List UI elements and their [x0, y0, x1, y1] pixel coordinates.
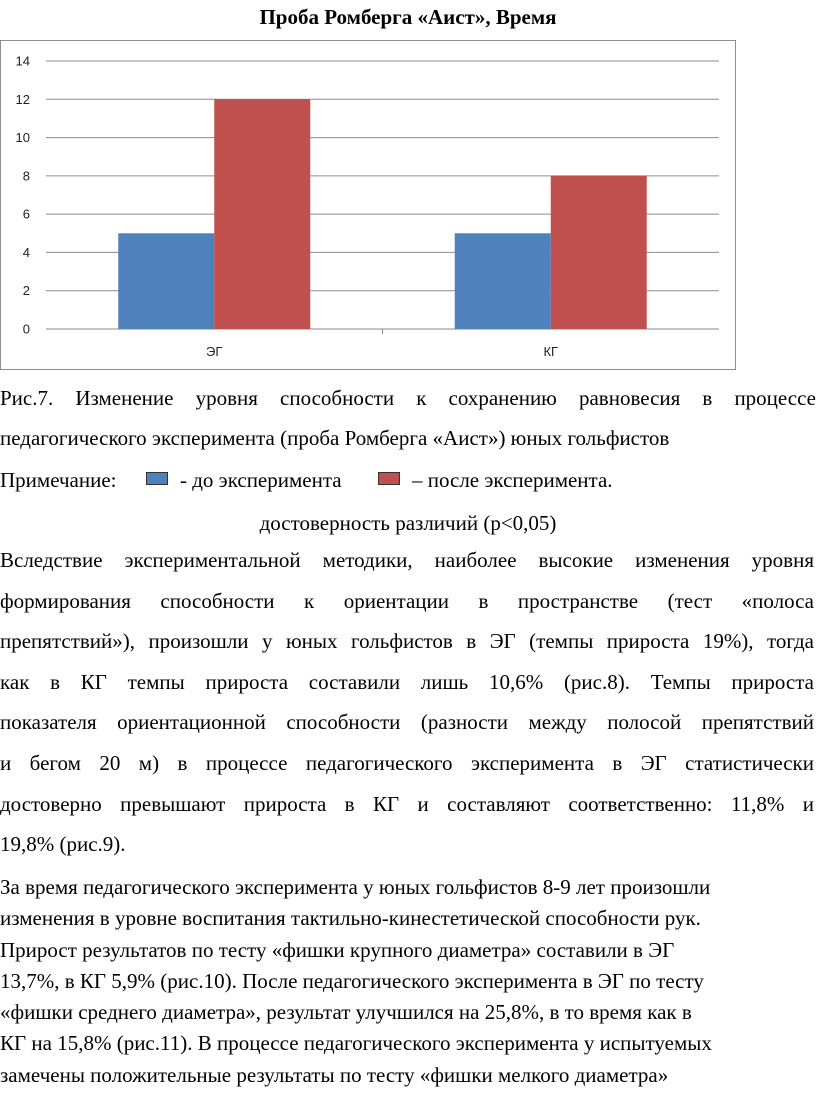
paragraph-line: За время педагогического эксперимента у юных гольфистов 8-9 лет произошли — [0, 875, 711, 899]
paragraph-line: Прирост результатов по тесту «фишки крупного диаметра» составили в ЭГ — [0, 937, 675, 962]
paragraph-line: КГ на 15,8% (рис.11). В процессе педагогического эксперимента у испытуемых — [0, 1031, 712, 1056]
note-label: Примечание: — [0, 468, 117, 492]
paragraph-line: показателя ориентационной способности (разности между полосой препятствий — [0, 710, 814, 735]
paragraph-line: изменения в уровне воспитания тактильно-кинестетической способности рук. — [0, 906, 701, 931]
paragraph-line: и бегом 20 м) в процессе педагогического эксперимента в ЭГ статистически — [0, 750, 814, 775]
paragraph-line: 19,8% (рис.9). — [0, 832, 126, 857]
paragraph-line: «фишки среднего диаметра», результат улучшился на 25,8%, в то время как в — [0, 1000, 692, 1025]
chart-area — [0, 40, 736, 370]
chart-title: Проба Ромберга «Аист», Время — [259, 5, 557, 29]
legend-swatch-after — [378, 472, 400, 485]
bar-after — [214, 99, 310, 329]
paragraph-orientation — [0, 540, 814, 865]
bar-before — [118, 233, 214, 329]
paragraph-tactile — [0, 872, 816, 1091]
legend-swatch-before — [146, 472, 168, 485]
caption-line-1: Рис.7. Изменение уровня способности к сохранению равновесия в процессе — [0, 386, 816, 410]
paragraph-line: 13,7%, в КГ 5,9% (рис.10). После педагогического эксперимента в ЭГ по тесту — [0, 968, 704, 993]
x-tick-label: КГ — [543, 344, 559, 359]
x-tick-label: ЭГ — [206, 344, 223, 359]
paragraph-line: замечены положительные результаты по тесту «фишки мелкого диаметра» — [0, 1062, 669, 1087]
paragraph-line: как в КГ темпы прироста составили лишь 10,6% (рис.8). Темпы прироста — [0, 669, 814, 694]
paragraph-line: Вследствие экспериментальной методики, наиболее высокие изменения уровня — [0, 548, 814, 572]
bar-before — [455, 233, 551, 329]
paragraph-line: формирования способности к ориентации в пространстве (тест «полоса — [0, 588, 814, 613]
y-tick-label: 4 — [22, 244, 30, 260]
bar-after — [551, 176, 647, 329]
paragraph-line: препятствий»), произошли у юных гольфистов в ЭГ (темпы прироста 19%), тогда — [0, 629, 814, 654]
paragraph-line: достоверно превышают прироста в КГ и составляют соответственно: 11,8% и — [0, 791, 814, 816]
legend-after-label: – после эксперимента. — [412, 468, 613, 492]
y-tick-label: 6 — [22, 206, 30, 222]
y-tick-label: 8 — [22, 168, 30, 184]
y-tick-label: 10 — [15, 130, 30, 146]
y-tick-label: 0 — [22, 321, 30, 337]
legend-before-label: - до эксперимента — [180, 468, 342, 492]
caption-line-2: педагогического эксперимента (проба Ромберга «Аист») юных гольфистов — [0, 426, 670, 450]
legend-note — [0, 463, 816, 497]
y-tick-label: 2 — [22, 283, 30, 299]
y-tick-label: 12 — [15, 91, 30, 107]
significance-note: достоверность различий (p<0,05) — [259, 511, 557, 535]
y-tick-label: 14 — [15, 53, 30, 69]
bar-chart — [1, 41, 737, 371]
figure-caption — [0, 378, 816, 458]
